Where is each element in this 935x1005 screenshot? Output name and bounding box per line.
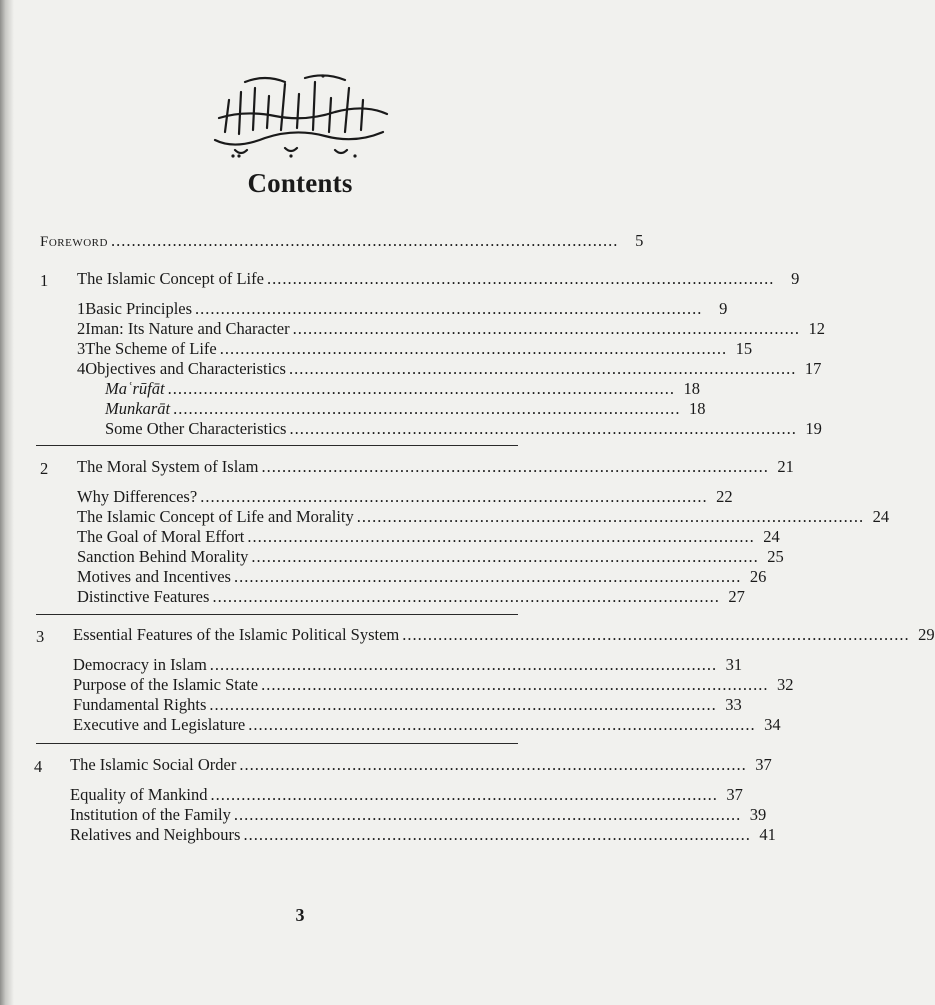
toc-item: The Goal of Moral Effort ................................................................................................... 24 — [77, 527, 780, 546]
toc-chapter-3: Essential Features of the Islamic Political System ................................................................................................... 29 — [73, 625, 935, 644]
section-divider — [36, 445, 518, 446]
toc-item: 3 The Scheme of Life ................................................................................................... 15 — [77, 339, 753, 358]
toc-chapter-4: The Islamic Social Order ................................................................................................... 37 — [70, 755, 772, 774]
toc-item: Motives and Incentives ................................................................................................... 26 — [77, 567, 767, 586]
chapter-page: 21 — [777, 457, 794, 476]
toc-item: 2 Iman: Its Nature and Character ................................................................................................... 12 — [77, 319, 825, 338]
toc-chapter-2: The Moral System of Islam ................................................................................................... 21 — [77, 457, 794, 476]
chapter-title: The Islamic Social Order — [70, 755, 237, 774]
toc-chapter-1: The Islamic Concept of Life ................................................................................................... 9 — [77, 269, 800, 288]
toc-foreword: Foreword ................................................................................................... 5 — [40, 231, 644, 250]
toc-item: Purpose of the Islamic State ................................................................................................... 32 — [73, 675, 794, 694]
chapter-number: 1 — [40, 271, 49, 290]
chapter-number: 3 — [36, 627, 45, 646]
toc-item: Democracy in Islam ................................................................................................... 31 — [73, 655, 743, 674]
foreword-page: 5 — [635, 231, 644, 250]
toc-item: Why Differences? ................................................................................................... 22 — [77, 487, 733, 506]
chapter-page: 37 — [755, 755, 772, 774]
toc-item: Munkarāt ................................................................................................... 18 — [105, 399, 706, 418]
toc-item: Institution of the Family ................................................................................................... 39 — [70, 805, 767, 824]
chapter-page: 9 — [791, 269, 800, 288]
section-divider — [36, 743, 518, 744]
toc-item: 4 Objectives and Characteristics ................................................................................................... 17 — [77, 359, 822, 378]
page-spine-shadow — [0, 0, 14, 1005]
toc-item: Equality of Mankind ................................................................................................... 37 — [70, 785, 743, 804]
toc-item: Distinctive Features ................................................................................................... 27 — [77, 587, 745, 606]
toc-item: Fundamental Rights ................................................................................................... 33 — [73, 695, 742, 714]
chapter-title: The Moral System of Islam — [77, 457, 259, 476]
foreword-label: Foreword — [40, 234, 108, 250]
bismillah-calligraphy — [205, 70, 395, 160]
toc-item: Sanction Behind Morality ................................................................................................... 25 — [77, 547, 784, 566]
chapter-number: 2 — [40, 459, 49, 478]
chapter-page: 29 — [918, 625, 935, 644]
toc-item: The Islamic Concept of Life and Morality ................................................................................................... 24 — [77, 507, 890, 526]
toc-item: 1 Basic Principles ................................................................................................... 9 — [77, 299, 728, 318]
toc-item: Relatives and Neighbours ................................................................................................... 41 — [70, 825, 776, 844]
page-number: 3 — [295, 905, 305, 925]
chapter-title: Essential Features of the Islamic Political System — [73, 625, 400, 644]
page-title: Contents — [247, 168, 353, 198]
toc-item: Some Other Characteristics ................................................................................................... 19 — [105, 419, 822, 438]
toc-item: Executive and Legislature ................................................................................................... 34 — [73, 715, 781, 734]
chapter-number: 4 — [34, 757, 43, 776]
section-divider — [36, 614, 518, 615]
toc-item: Maʿrūfāt ................................................................................................... 18 — [105, 379, 700, 398]
chapter-title: The Islamic Concept of Life — [77, 269, 264, 288]
